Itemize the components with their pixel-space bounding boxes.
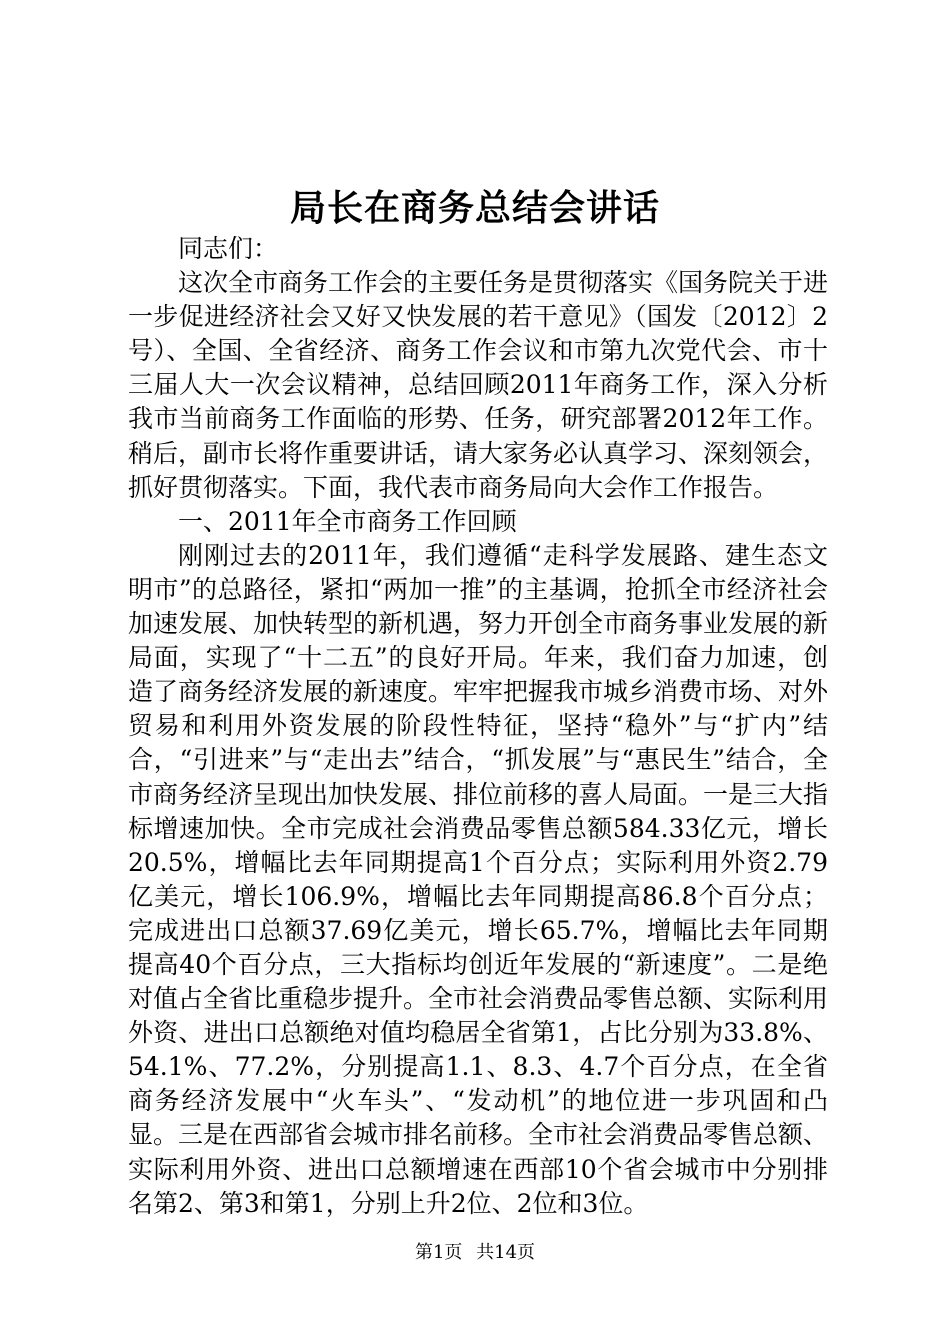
salutation: 同志们： bbox=[178, 234, 279, 263]
paragraph-intro: 这次全市商务工作会的主要任务是贯彻落实《国务院关于进一步促进经济社会又好又快发展的若干意见》（国发〔2012〕2号）、全国、全省经济、商务工作会议和市第九次党代会、市十三届人大一次会议精神，总结回顾2011年商务工作，深入分析我市当前商务工作面临的形势、任务，研究部署2012年工作。稍后，副市长将作重要讲话，请大家务必认真学习、深刻领会，抓好贯彻落实。下面，我代表市商务局向大会作工作报告。 bbox=[128, 268, 829, 502]
paragraph-review: 刚刚过去的2011年，我们遵循“走科学发展路、建生态文明市”的总路径，紧扣“两加一推”的主基调，抢抓全市经济社会加速发展、加快转型的新机遇，努力开创全市商务事业发展的新局面，实现了“十二五”的良好开局。年来，我们奋力加速，创造了商务经济发展的新速度。牢牢把握我市城乡消费市场、对外贸易和利用外资发展的阶段性特征，坚持“稳外”与“扩内”结合，“引进来”与“走出去”结合，“抓发展”与“惠民生”结合，全市商务经济呈现出加快发展、排位前移的喜人局面。一是三大指标增速加快。全市完成社会消费品零售总额584.33亿元，增长20.5%，增幅比去年同期提高1个百分点；实际利用外资2.79亿美元，增长106.9%，增幅比去年同期提高86.8个百分点；完成进出口总额37.69亿美元，增长65.7%，增幅比去年同期提高40个百分点，三大指标均创近年发展的“新速度”。二是绝对值占全省比重稳步提升。全市社会消费品零售总额、实际利用外资、进出口总额绝对值均稳居全省第1，占比分别为33.8%、54.1%、77.2%，分别提高1.1、8.3、4.7个百分点，在全省商务经济发展中“火车头”、“发动机”的地位进一步巩固和凸显。三是在西部省会城市排名前移。全市社会消费品零售总额、实际利用外资、进出口总额增速在西部10个省会城市中分别排名第2、第3和第1，分别上升2位、2位和3位。 bbox=[128, 540, 829, 1218]
section-heading: 一、2011年全市商务工作回顾 bbox=[178, 506, 517, 536]
document-title: 局长在商务总结会讲话 bbox=[289, 187, 660, 229]
page-number: 第1页 bbox=[414, 1242, 463, 1263]
document-body bbox=[128, 232, 828, 1221]
page-footer bbox=[0, 1240, 950, 1266]
page-total: 共14页 bbox=[476, 1242, 536, 1263]
